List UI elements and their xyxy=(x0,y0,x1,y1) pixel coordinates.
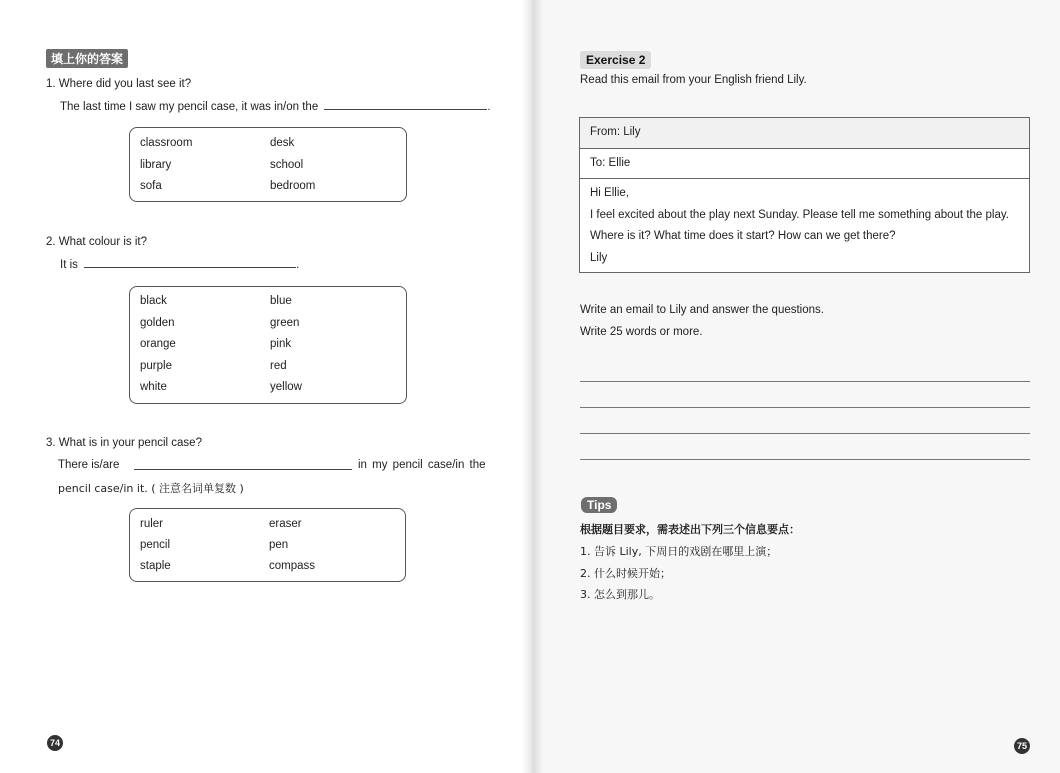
book-gutter xyxy=(522,0,542,773)
word-option: purple xyxy=(140,360,172,372)
tips-point: 3. 怎么到那儿。 xyxy=(580,588,660,601)
word-option: desk xyxy=(270,137,295,149)
word-option: staple xyxy=(140,560,171,572)
tips-point: 1. 告诉 Lily, 下周日的戏剧在哪里上演； xyxy=(580,545,778,558)
tips-point: 2. 什么时候开始； xyxy=(580,567,671,580)
word-option: red xyxy=(270,360,287,372)
word-option: yellow xyxy=(270,381,302,393)
email-from: From: Lily xyxy=(590,126,641,138)
page-number-left: 74 xyxy=(47,735,63,751)
word-option: green xyxy=(270,317,300,329)
email-to-row xyxy=(580,149,1029,179)
word-option: compass xyxy=(269,560,316,572)
email-signature: Lily xyxy=(590,252,608,264)
task-word-count: Write 25 words or more. xyxy=(580,326,703,338)
section-heading: 填上你的答案 xyxy=(46,49,128,68)
tips-label: Tips xyxy=(581,497,617,513)
word-option: pen xyxy=(269,539,289,551)
writing-line[interactable] xyxy=(580,433,1030,434)
word-box-1 xyxy=(129,127,407,202)
email-box xyxy=(579,117,1030,273)
question-3: 3. What is in your pencil case? xyxy=(46,437,202,449)
word-option: golden xyxy=(140,317,175,329)
question-3-prompt-line2: pencil case/in it. ( 注意名词单复数 ) xyxy=(58,482,244,495)
question-3-prompt-mid: in my pencil case/in the xyxy=(358,459,486,471)
question-1-prompt-text: The last time I saw my pencil case, it was in/on the xyxy=(60,101,319,113)
email-body-line: I feel excited about the play next Sunday. Please tell me something about the play. xyxy=(590,209,1009,221)
tips-title: 根据题目要求，需表述出下列三个信息要点： xyxy=(580,523,800,536)
word-option: black xyxy=(140,295,167,307)
writing-line[interactable] xyxy=(580,407,1030,408)
answer-blank-3[interactable] xyxy=(134,460,352,470)
email-body-line: Where is it? What time does it start? How can we get there? xyxy=(590,230,896,242)
writing-line[interactable] xyxy=(580,381,1030,382)
question-2-period: . xyxy=(296,259,300,271)
question-2-prompt xyxy=(60,258,299,271)
word-box-2 xyxy=(129,286,407,404)
word-option: blue xyxy=(270,295,292,307)
word-option: pencil xyxy=(140,539,171,551)
word-option: eraser xyxy=(269,518,302,530)
answer-blank-1[interactable] xyxy=(324,100,487,110)
question-2: 2. What colour is it? xyxy=(46,236,147,248)
word-option: pink xyxy=(270,338,292,350)
exercise-instruction: Read this email from your English friend Lily. xyxy=(580,74,807,86)
question-1: 1. Where did you last see it? xyxy=(46,78,192,90)
writing-line[interactable] xyxy=(580,459,1030,460)
word-option: classroom xyxy=(140,137,193,149)
email-to: To: Ellie xyxy=(590,157,631,169)
word-option: sofa xyxy=(140,180,162,192)
email-from-row xyxy=(580,118,1029,149)
question-1-period: . xyxy=(487,101,491,113)
word-option: bedroom xyxy=(270,180,316,192)
right-page xyxy=(530,0,1060,773)
email-greeting: Hi Ellie, xyxy=(590,187,629,199)
question-3-prompt-start: There is/are xyxy=(58,459,120,471)
word-box-3 xyxy=(129,508,406,582)
question-1-prompt xyxy=(60,100,491,113)
word-option: orange xyxy=(140,338,176,350)
task-instruction: Write an email to Lily and answer the questions. xyxy=(580,304,824,316)
word-option: library xyxy=(140,159,172,171)
word-option: white xyxy=(140,381,167,393)
page-number-right: 75 xyxy=(1014,738,1030,754)
word-option: school xyxy=(270,159,304,171)
word-option: ruler xyxy=(140,518,164,530)
question-2-prompt-text: It is xyxy=(60,259,78,271)
answer-blank-2[interactable] xyxy=(84,258,296,268)
exercise-label: Exercise 2 xyxy=(580,51,651,69)
